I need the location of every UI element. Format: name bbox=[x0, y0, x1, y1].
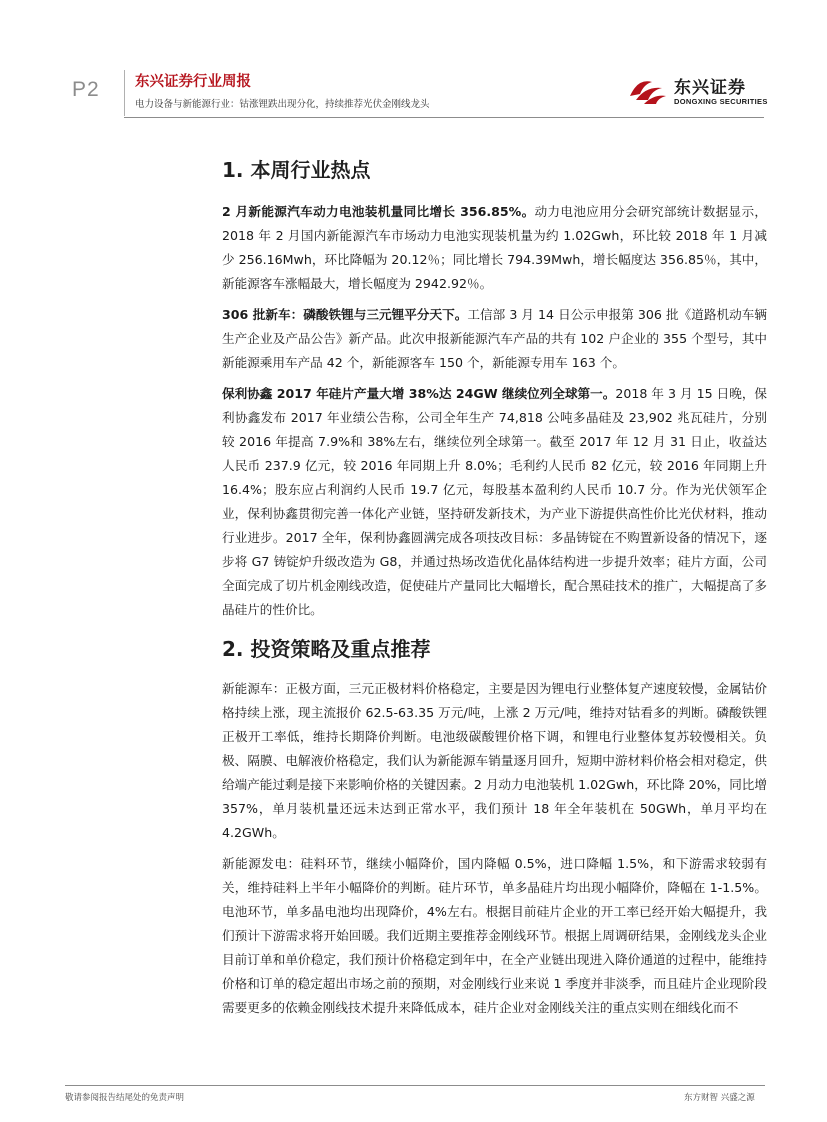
paragraph-body: 新能源发电：硅料环节，继续小幅降价，国内降幅 0.5%，进口降幅 1.5%，和下游需求较弱有关，维持硅料上半年小幅降价的判断。硅片环节，单多晶硅片均出现小幅降价，降幅在 1-1.5%。电池环节，单多晶电池均出现降价，4%左右。根据目前硅片企业的开工率已经开始大幅提升，我们预计下游需求将开始回暖。我们近期主要推荐金刚线环节。根据上周调研结果，金刚线龙头企业目前订单和单价稳定，我们预计价格稳定到年中，在全产业链出现进入降价通道的过程中，能维持价格和订单的稳定超出市场之前的预期，对金刚线行业来说 1 季度并非淡季，而且硅片企业现阶段需要更多的依赖金刚线技术提升来降低成本，硅片企业对金刚线关注的重点实则在细线化而不 bbox=[222, 856, 767, 1015]
logo-mark-icon bbox=[626, 74, 668, 106]
paragraph bbox=[222, 677, 767, 845]
footer-disclaimer: 敬请参阅报告结尾处的免责声明 bbox=[65, 1093, 185, 1103]
footer-rule bbox=[65, 1085, 765, 1086]
paragraph bbox=[222, 200, 767, 296]
paragraph-body: 新能源车：正极方面，三元正极材料价格稳定，主要是因为锂电行业整体复产速度较慢，金属钴价格持续上涨，现主流报价 62.5-63.35 万元/吨，上涨 2 万元/吨，维持对钴看多的判断。磷酸铁锂正极开工率低，维持长期降价判断。电池级碳酸锂价格下调，和锂电行业整体复苏较慢相关。负极、隔膜、电解液价格稳定，我们认为新能源车销量逐月回升，短期中游材料价格会相对稳定，供给端产能过剩是接下来影响价格的关键因素。2 月动力电池装机 1.02Gwh，环比降 20%，同比增 357%，单月装机量还远未达到正常水平，我们预计 18 年全年装机在 50GWh，单月平均在 4.2GWh。 bbox=[222, 681, 767, 840]
header-divider bbox=[124, 70, 125, 116]
paragraph-body: 2018 年 3 月 15 日晚，保利协鑫发布 2017 年业绩公告称，公司全年生产 74,818 公吨多晶硅及 23,902 兆瓦硅片，分别较 2016 年提高 7.9%和 38%左右，继续位列全球第一。截至 2017 年 12 月 31 日止，收益达人民币 237.9 亿元，较 2016 年同期上升 8.0%；毛利约人民币 82 亿元，较 2016 年同期上升 16.4%；股东应占利润约人民币 19.7 亿元，每股基本盈利约人民币 10.7 分。作为光伏领军企业，保利协鑫贯彻完善一体化产业链，坚持研发新技术，为产业下游提供高性价比光伏材料，推动行业进步。2017 全年，保利协鑫圆满完成各项技改目标：多晶铸锭在不购置新设备的情况下，逐步将 G7 铸锭炉升级改造为 G8，并通过热场改造优化晶体结构进一步提升效率；硅片方面，公司全面完成了切片机金刚线改造，促使硅片产量同比大幅增长，配合黑硅技术的推广，大幅提高了多晶硅片的性价比。 bbox=[222, 386, 768, 617]
logo-text-cn: 东兴证券 bbox=[674, 78, 746, 98]
paragraph-body: 工信部 3 月 14 日公示申报第 306 批《道路机动车辆生产企业及产品公告》新产品。此次申报新能源汽车产品的共有 102 户企业的 355 个型号，其中新能源乘用车产品 42 个，新能源客车 150 个，新能源专用车 163 个。 bbox=[222, 307, 767, 370]
report-subtitle: 电力设备与新能源行业：钴涨锂跌出现分化，持续推荐光伏金刚线龙头 bbox=[135, 99, 430, 110]
report-title: 东兴证券行业周报 bbox=[135, 74, 251, 90]
footer-slogan: 东方财智 兴盛之源 bbox=[684, 1093, 755, 1103]
logo-text-en: DONGXING SECURITIES bbox=[674, 97, 768, 106]
section-title-hot-topics: 1. 本周行业热点 bbox=[222, 158, 371, 182]
paragraph-lead: 保利协鑫 2017 年硅片产量大增 38%达 24GW 继续位列全球第一。 bbox=[222, 386, 616, 401]
paragraph bbox=[222, 382, 767, 622]
page-number: P2 bbox=[72, 78, 100, 101]
paragraph bbox=[222, 303, 767, 375]
section-title-investment-strategy: 2. 投资策略及重点推荐 bbox=[222, 637, 431, 661]
paragraph bbox=[222, 852, 767, 1020]
company-logo bbox=[626, 70, 776, 114]
header-rule bbox=[124, 117, 764, 118]
paragraph-body: 动力电池应用分会研究部统计数据显示，2018 年 2 月国内新能源汽车市场动力电池实现装机量为约 1.02Gwh，环比较 2018 年 1 月减少 256.16Mwh，环比降幅为 20.12％；同比增长 794.39Mwh，增长幅度达 356.85％，其中，新能源客车涨幅最大，增长幅度为 2942.92％。 bbox=[222, 204, 768, 291]
main-content bbox=[222, 150, 767, 1027]
paragraph-lead: 306 批新车：磷酸铁锂与三元锂平分天下。 bbox=[222, 307, 468, 322]
paragraph-lead: 2 月新能源汽车动力电池装机量同比增长 356.85%。 bbox=[222, 204, 535, 219]
